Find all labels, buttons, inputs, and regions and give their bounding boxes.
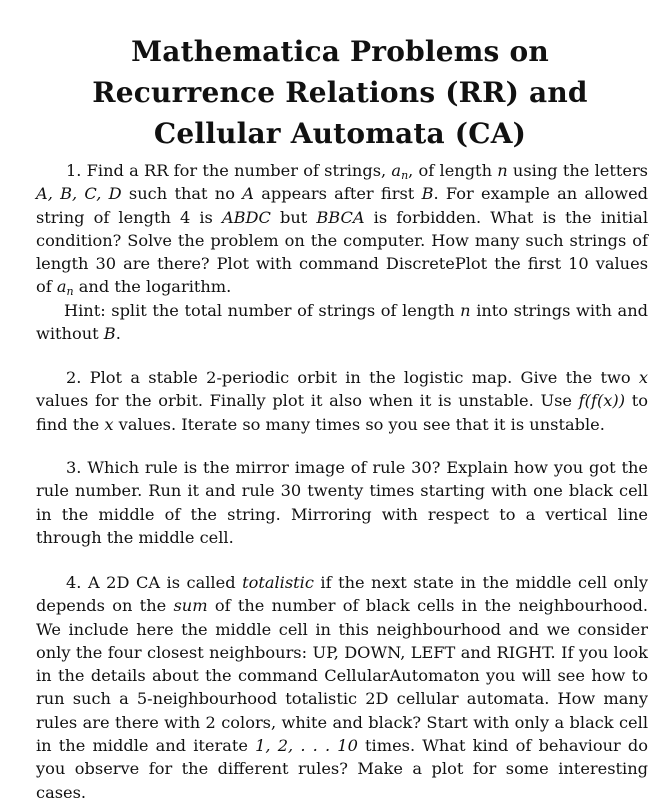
problem-1 xyxy=(36,159,648,345)
emphasis-totalistic: totalistic xyxy=(242,573,314,592)
problem-1-text-part: is forbidden. What is the initial condition? Solve the problem on the computer. How many such strings of length 30 are there? Plot with command DiscretePlot the first 10 values of xyxy=(36,207,648,297)
hint-text-part: into strings with and without xyxy=(36,300,648,344)
problem-2 xyxy=(36,366,648,436)
problem-2-text-part: values. Iterate so many times so you see that it is unstable. xyxy=(113,414,605,434)
problem-1-text-part: . For example an allowed string of length 4 is xyxy=(36,184,649,227)
problem-2-text-part: values for the orbit. Finally plot it also when it is unstable. Use xyxy=(36,391,579,411)
math-var: B xyxy=(421,184,434,204)
math-var: a xyxy=(391,161,402,180)
math-expression: f(f(x)) xyxy=(578,391,626,411)
math-var: B xyxy=(103,324,116,344)
problem-1-text-part: , of length xyxy=(408,161,498,180)
math-var: n xyxy=(460,300,471,320)
math-var: x xyxy=(638,368,648,387)
problem-1-text-part: and the logarithm. xyxy=(73,277,232,297)
problem-4-text xyxy=(36,571,648,804)
math-var: n xyxy=(497,161,508,180)
problem-1-text-part: but xyxy=(270,207,317,227)
emphasis-sum: sum xyxy=(173,596,208,616)
math-var: A xyxy=(242,184,254,204)
math-example-forbidden: BBCA xyxy=(316,207,365,227)
problem-3 xyxy=(36,456,648,549)
problem-2-text-part: 2. Plot a stable 2-periodic orbit in the logistic map. Give the two xyxy=(66,368,639,387)
problem-1-text-part: such that no xyxy=(121,184,243,204)
problem-1-text-part: appears after first xyxy=(253,184,422,204)
problem-1-text-part: 1. Find a RR for the number of strings, xyxy=(66,161,392,180)
problem-1-text-part: using the letters xyxy=(507,161,648,180)
problem-4 xyxy=(36,571,648,804)
math-iteration-range: 1, 2, . . . 10 xyxy=(255,736,358,756)
problem-4-text-part: times. What kind of behaviour do you observe for the different rules? Make a plot for some interesting cases. xyxy=(36,736,649,802)
problem-4-text-part: of the number of black cells in the neighbourhood. We include here the middle cell in this neighbourhood and we consider only the four closest neighbours: UP, DOWN, LEFT and RIGHT. If you look in the details about the command CellularAutomaton you will see how to run such a 5-neighbourhood totalistic 2D cellular automata. How many rules are there with 2 colors, white and black? Start with only a black cell in the middle and iterate xyxy=(36,596,648,756)
math-subscript: n xyxy=(66,285,74,299)
math-example-allowed: ABDC xyxy=(221,207,271,227)
problem-4-text-part: if the next state in the middle cell only depends on the xyxy=(36,573,649,616)
problem-3-text: 3. Which rule is the mirror image of rule 30? Explain how you got the rule number. Run it and rule 30 twenty times starting with one black cell in the middle of the string. Mirroring with respect to a vertical line through the middle cell. xyxy=(36,458,648,547)
problem-2-text-part: to find the xyxy=(36,391,648,434)
math-letters: A, B, C, D xyxy=(36,184,122,204)
math-var: x xyxy=(104,414,114,434)
problem-1-hint xyxy=(36,299,648,346)
page-title: Mathematica Problems on Recurrence Relations (RR) and Cellular Automata (CA) xyxy=(92,34,588,150)
problem-4-text-part: 4. A 2D CA is called xyxy=(66,573,243,592)
hint-text-part: . xyxy=(115,324,121,344)
hint-text-part: Hint: split the total number of strings of length xyxy=(64,300,461,320)
problem-1-text xyxy=(36,159,648,299)
math-subscript: n xyxy=(401,169,409,182)
problem-2-text xyxy=(36,366,648,436)
math-var: a xyxy=(56,277,67,297)
